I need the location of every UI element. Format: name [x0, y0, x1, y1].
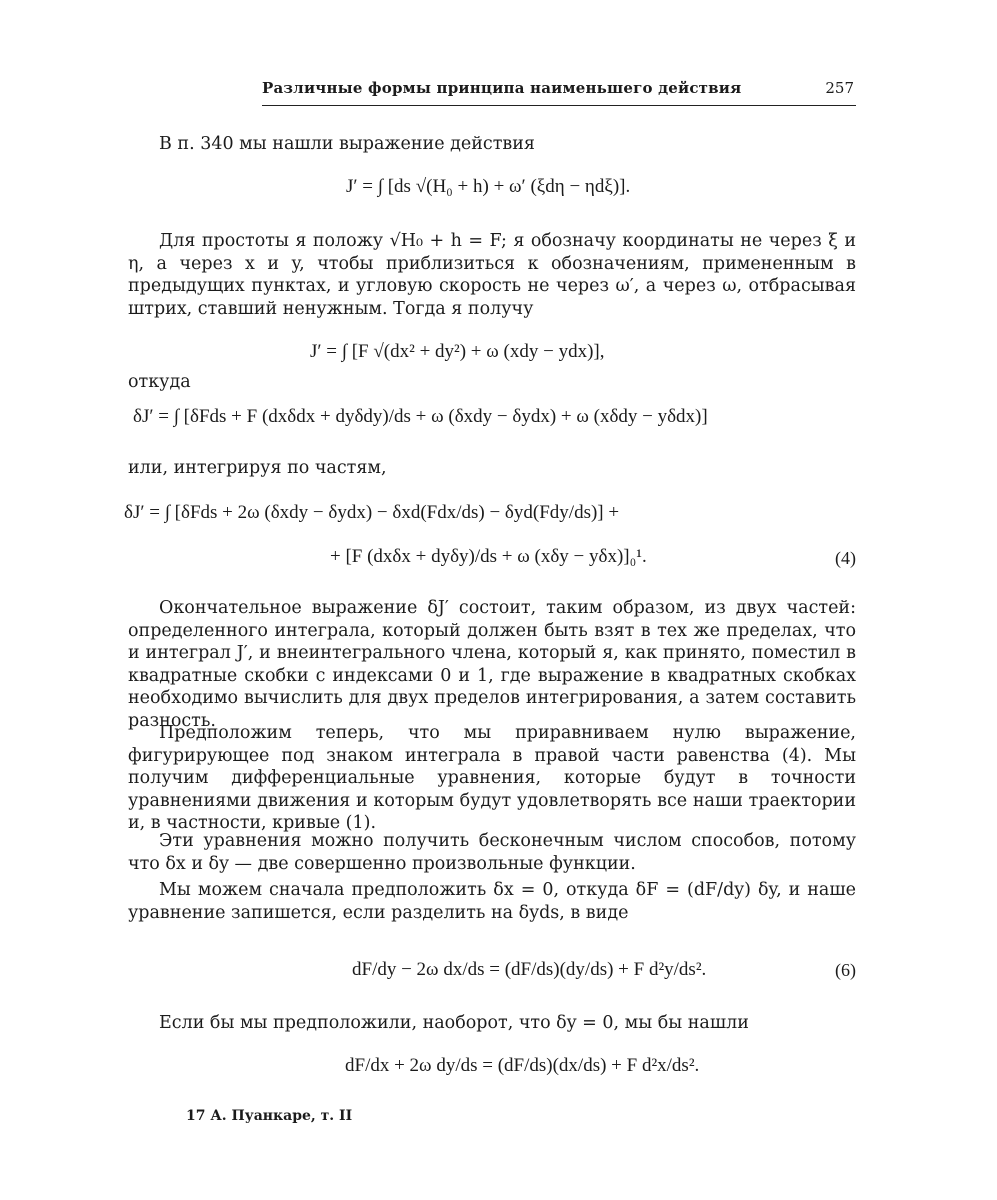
page-number: 257 [825, 79, 854, 97]
running-header [262, 79, 856, 106]
equation-6: dF/dy − 2ω dx/ds = (dF/ds)(dy/ds) + F d²y/ds². [352, 959, 707, 980]
equation-label-4: (4) [835, 548, 856, 568]
paragraph-equations-of-motion: Предположим теперь, что мы приравниваем нулю выражение, фигурирующее под знаком интеграла в правой части равенства (4). Мы получим дифференциальные уравнения, которые будут в точности уравнениями движения и которым будут удовлетворять все наши траектории и, в частности, кривые (1). [128, 723, 856, 834]
equation-action: J′ = ∫ [ds √(H₀ + h) + ω′ (ξdη − ηdξ)]. [346, 176, 631, 197]
equation-action-xy: J′ = ∫ [F √(dx² + dy²) + ω (xdy − ydx)], [310, 341, 605, 362]
paragraph-delta-y-zero: Если бы мы предположили, наоборот, что δy = 0, мы бы нашли [159, 1013, 749, 1033]
paragraph-delta-x-zero: Мы можем сначала предположить δx = 0, откуда δF = (dF/dy) δy, и наше уравнение запишется, если разделить на δyds, в виде [128, 880, 856, 923]
paragraph-whence: откуда [128, 372, 191, 392]
equation-4-line2: + [F (dxδx + dyδy)/ds + ω (xδy − yδx)]₀¹. [330, 546, 647, 567]
equation-label-6: (6) [835, 960, 856, 980]
paragraph-notation: Для простоты я положу √H₀ + h = F; я обозначу координаты не через ξ и η, а через x и y, чтобы приблизиться к обозначениям, примененным в предыдущих пунктах, и угловую скорость не через ω′, а через ω, отбрасывая штрих, ставший ненужным. Тогда я получу [128, 231, 856, 319]
footer-signature: 17 А. Пуанкаре, т. II [186, 1108, 353, 1124]
running-title: Различные формы принципа наименьшего действия [262, 79, 742, 97]
equation-4-line1: δJ′ = ∫ [δFds + 2ω (δxdy − δydx) − δxd(Fdx/ds) − δyd(Fdy/ds)] + [124, 502, 620, 523]
equation-delta-y-zero: dF/dx + 2ω dy/ds = (dF/ds)(dx/ds) + F d²x/ds². [345, 1055, 700, 1076]
paragraph-intro: В п. 340 мы нашли выражение действия [159, 134, 535, 154]
equation-variation: δJ′ = ∫ [δFds + F (dxδdx + dyδdy)/ds + ω (δxdy − δydx) + ω (xδdy − yδdx)] [133, 406, 708, 427]
paragraph-conclusion: Окончательное выражение δJ′ состоит, таким образом, из двух частей: определенного интеграла, который должен быть взят в тех же пределах, что и интеграл J′, и внеинтегрального члена, который я, как принято, поместил в квадратные скобки с индексами 0 и 1, где выражение в квадратных скобках необходимо вычислить для двух пределов интегрирования, а затем составить разность. [128, 598, 856, 731]
paragraph-infinite-ways: Эти уравнения можно получить бесконечным числом способов, потому что δx и δy — две совершенно произвольные функции. [128, 831, 856, 874]
paragraph-by-parts: или, интегрируя по частям, [128, 458, 387, 478]
